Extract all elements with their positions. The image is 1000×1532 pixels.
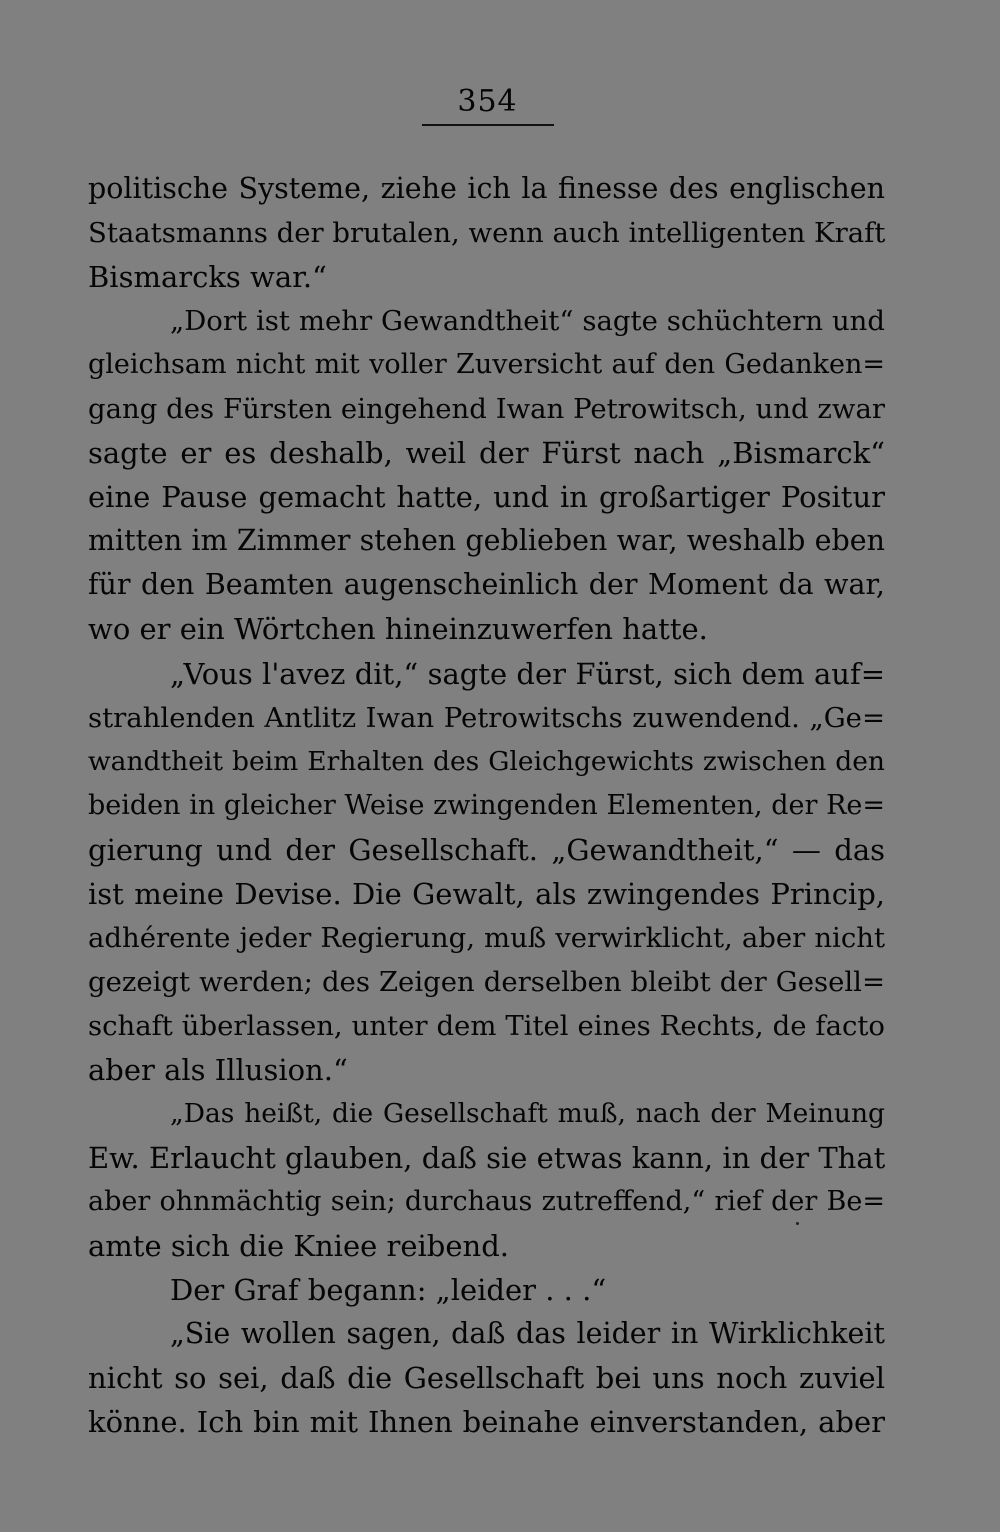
text-line: wandtheit beim Erhalten des Gleichgewichts zwischen den bbox=[88, 745, 885, 777]
text-line: gleichsam nicht mit voller Zuversicht auf den Gedanken= bbox=[88, 349, 885, 381]
text-line: politische Systeme, ziehe ich la finesse des englischen bbox=[88, 172, 885, 205]
text-line: „Dort ist mehr Gewandtheit“ sagte schüchtern und bbox=[170, 305, 885, 338]
text-line: für den Beamten augenscheinlich der Moment da war, bbox=[88, 568, 885, 602]
text-line: Bismarcks war.“ bbox=[88, 260, 327, 295]
text-line: beiden in gleicher Weise zwingenden Elementen, der Re= bbox=[88, 789, 885, 821]
text-line: gezeigt werden; des Zeigen derselben bleibt der Gesell= bbox=[88, 965, 885, 998]
text-line: Der Graf begann: „leider . . .“ bbox=[170, 1273, 607, 1308]
text-line: amte sich die Kniee reibend. bbox=[88, 1229, 509, 1264]
text-line: strahlenden Antlitz Iwan Petrowitschs zuwendend. „Ge= bbox=[88, 701, 885, 734]
text-line: aber als Illusion.“ bbox=[88, 1052, 348, 1087]
text-line: ist meine Devise. Die Gewalt, als zwingendes Princip, bbox=[88, 876, 885, 911]
text-line: „Sie wollen sagen, daß das leider in Wirklichkeit bbox=[170, 1317, 885, 1351]
text-line: adhérente jeder Regierung, muß verwirklicht, aber nicht bbox=[88, 921, 885, 954]
text-line: aber ohnmächtig sein; durchaus zutreffend,“ rief der Be= bbox=[88, 1186, 885, 1218]
text-line: nicht so sei, daß die Gesellschaft bei uns noch zuviel bbox=[88, 1361, 885, 1396]
page-number: 354 bbox=[457, 84, 518, 119]
text-line: wo er ein Wörtchen hineinzuwerfen hatte. bbox=[88, 612, 708, 647]
text-line: Ew. Erlaucht glauben, daß sie etwas kann, in der That bbox=[88, 1141, 885, 1176]
text-line: Staatsmanns der brutalen, wenn auch intelligenten Kraft bbox=[88, 217, 885, 250]
text-line: schaft überlassen, unter dem Titel eines Rechts, de facto bbox=[88, 1009, 885, 1042]
text-line: „Das heißt, die Gesellschaft muß, nach der Meinung bbox=[170, 1097, 885, 1129]
text-line: gang des Fürsten eingehend Iwan Petrowitsch, und zwar bbox=[88, 393, 885, 426]
text-line: gierung und der Gesellschaft. „Gewandtheit,“ — das bbox=[88, 832, 885, 867]
text-line: könne. Ich bin mit Ihnen beinahe einverstanden, aber bbox=[88, 1405, 885, 1440]
print-speck bbox=[796, 1222, 799, 1225]
text-line: eine Pause gemacht hatte, und in großartiger Positur bbox=[88, 480, 885, 515]
body-text bbox=[88, 167, 885, 1444]
text-line: sagte er es deshalb, weil der Fürst nach „Bismarck“ bbox=[88, 436, 885, 471]
text-line: mitten im Zimmer stehen geblieben war, weshalb eben bbox=[88, 524, 885, 558]
page-number-rule bbox=[422, 124, 554, 126]
text-line: „Vous l'avez dit,“ sagte der Fürst, sich dem auf= bbox=[170, 656, 885, 691]
